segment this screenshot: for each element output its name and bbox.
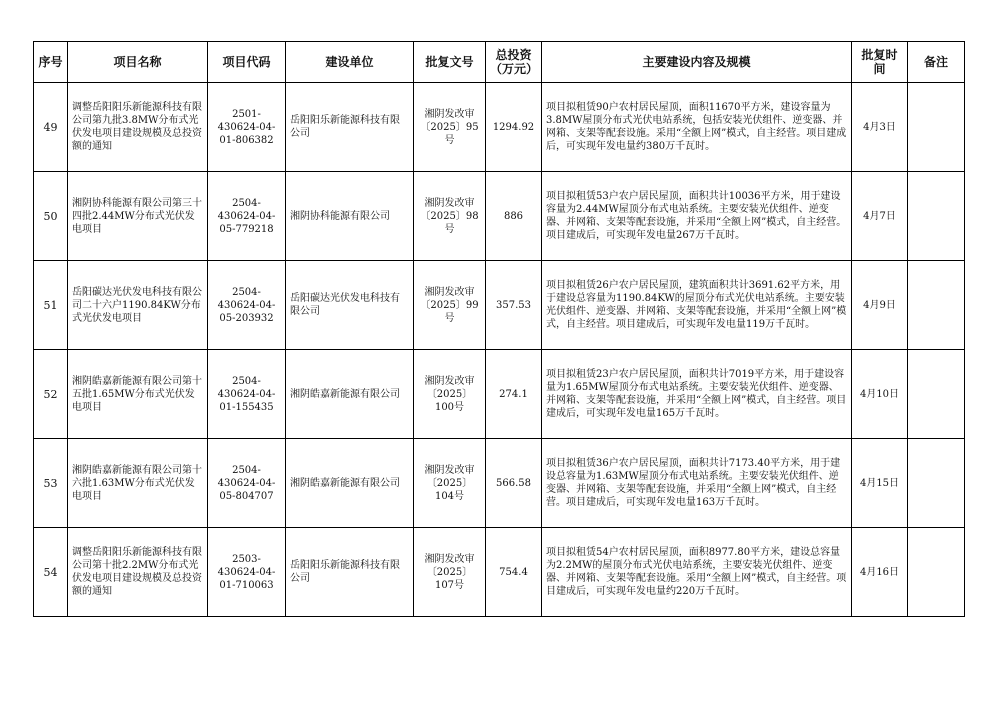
cell-construction-unit: 岳阳阳乐新能源科技有限公司 [286, 83, 414, 172]
cell-main-content: 项目拟租赁36户农户居民屋顶，面积共计7173.40平方米，用于建设总容量为1.63MW屋顶分布式电站系统。主要安装光伏组件、逆变器、并网箱、支架等配套设施，并采用“全额上网”模式，自主经营。项目建成后，可实现年发电量163万千瓦时。 [542, 439, 852, 528]
header-note: 备注 [908, 42, 965, 83]
cell-main-content: 项目拟租赁54户农村居民屋顶，面积8977.80平方米，建设总容量为2.2MW的屋顶分布式光伏电站系统，主要安装光伏组件、逆变器、并网箱、支架等配套设施。采用“全额上网”模式，自主经营。项目建成后，可实现年发电量约220万千瓦时。 [542, 528, 852, 617]
cell-total-investment: 754.4 [486, 528, 542, 617]
cell-total-investment: 274.1 [486, 350, 542, 439]
cell-approval-date: 4月15日 [852, 439, 908, 528]
cell-construction-unit: 岳阳碳达光伏发电科技有限公司 [286, 261, 414, 350]
cell-project-name: 湘阴皓嘉新能源有限公司第十六批1.63MW分布式光伏发电项目 [68, 439, 208, 528]
cell-project-name: 湘阴皓嘉新能源有限公司第十五批1.65MW分布式光伏发电项目 [68, 350, 208, 439]
project-approval-table [33, 41, 965, 617]
table-row [34, 350, 965, 439]
cell-project-name: 岳阳碳达光伏发电科技有限公司二十六户1190.84KW分布式光伏发电项目 [68, 261, 208, 350]
cell-construction-unit: 湘阴皓嘉新能源有限公司 [286, 350, 414, 439]
cell-project-name: 湘阴协科能源有限公司第三十四批2.44MW分布式光伏发电项目 [68, 172, 208, 261]
cell-main-content: 项目拟租赁90户农村居民屋顶，面积11670平方米，建设容量为3.8MW屋顶分布式光伏电站系统，包括安装光伏组件、逆变器、并网箱、支架等配套设施。采用“全额上网”模式，自主经营。项目建成后，可实现年发电量约380万千瓦时。 [542, 83, 852, 172]
cell-construction-unit: 湘阴协科能源有限公司 [286, 172, 414, 261]
header-main-content: 主要建设内容及规模 [542, 42, 852, 83]
cell-note [908, 172, 965, 261]
cell-approval-doc: 湘阴发改审〔2025〕95号 [414, 83, 486, 172]
cell-note [908, 528, 965, 617]
cell-approval-doc: 湘阴发改审〔2025〕107号 [414, 528, 486, 617]
cell-note [908, 439, 965, 528]
cell-approval-date: 4月9日 [852, 261, 908, 350]
cell-project-code: 2504-430624-04-05-779218 [208, 172, 286, 261]
cell-seq: 51 [34, 261, 68, 350]
cell-approval-doc: 湘阴发改审〔2025〕99号 [414, 261, 486, 350]
header-approval-doc: 批复文号 [414, 42, 486, 83]
cell-total-investment: 357.53 [486, 261, 542, 350]
cell-seq: 49 [34, 83, 68, 172]
cell-project-name: 调整岳阳阳乐新能源科技有限公司第九批3.8MW分布式光伏发电项目建设规模及总投资额的通知 [68, 83, 208, 172]
cell-total-investment: 566.58 [486, 439, 542, 528]
table-body [34, 83, 965, 617]
cell-seq: 52 [34, 350, 68, 439]
header-total-investment: 总投资（万元） [486, 42, 542, 83]
cell-note [908, 350, 965, 439]
cell-approval-date: 4月3日 [852, 83, 908, 172]
cell-project-name: 调整岳阳阳乐新能源科技有限公司第十批2.2MW分布式光伏发电项目建设规模及总投资额的通知 [68, 528, 208, 617]
table-row [34, 528, 965, 617]
header-seq: 序号 [34, 42, 68, 83]
cell-seq: 53 [34, 439, 68, 528]
header-row [34, 42, 965, 83]
cell-seq: 54 [34, 528, 68, 617]
cell-project-code: 2504-430624-04-05-804707 [208, 439, 286, 528]
cell-approval-doc: 湘阴发改审〔2025〕104号 [414, 439, 486, 528]
cell-approval-doc: 湘阴发改审〔2025〕100号 [414, 350, 486, 439]
cell-construction-unit: 岳阳阳乐新能源科技有限公司 [286, 528, 414, 617]
cell-project-code: 2504-430624-04-05-203932 [208, 261, 286, 350]
cell-note [908, 83, 965, 172]
table-header [34, 42, 965, 83]
cell-approval-doc: 湘阴发改审〔2025〕98号 [414, 172, 486, 261]
header-project-code: 项目代码 [208, 42, 286, 83]
header-project-name: 项目名称 [68, 42, 208, 83]
cell-seq: 50 [34, 172, 68, 261]
cell-approval-date: 4月10日 [852, 350, 908, 439]
header-approval-date: 批复时间 [852, 42, 908, 83]
table-row [34, 172, 965, 261]
cell-main-content: 项目拟租赁23户农户居民屋顶，面积共计7019平方米，用于建设容量为1.65MW屋顶分布式电站系统。主要安装光伏组件、逆变器、并网箱、支架等配套设施，并采用“全额上网”模式，自主经营。项目建成后，可实现年发电量165万千瓦时。 [542, 350, 852, 439]
cell-construction-unit: 湘阴皓嘉新能源有限公司 [286, 439, 414, 528]
table-row [34, 439, 965, 528]
cell-main-content: 项目拟租赁53户农户居民屋顶，面积共计10036平方米，用于建设容量为2.44MW屋顶分布式电站系统。主要安装光伏组件、逆变器、并网箱、支架等配套设施，并采用“全额上网”模式，自主经营。项目建成后，可实现年发电量267万千瓦时。 [542, 172, 852, 261]
cell-project-code: 2504-430624-04-01-155435 [208, 350, 286, 439]
cell-main-content: 项目拟租赁26户农户居民屋顶，建筑面积共计3691.62平方米，用于建设总容量为1190.84KW的屋顶分布式光伏电站系统。主要安装光伏组件、逆变器、并网箱、支架等配套设施，并采用“全额上网”模式，自主经营。项目建成后，可实现年发电量119万千瓦时。 [542, 261, 852, 350]
cell-total-investment: 1294.92 [486, 83, 542, 172]
table-row [34, 261, 965, 350]
cell-total-investment: 886 [486, 172, 542, 261]
table-row [34, 83, 965, 172]
cell-project-code: 2501-430624-04-01-806382 [208, 83, 286, 172]
cell-project-code: 2503-430624-04-01-710063 [208, 528, 286, 617]
cell-approval-date: 4月7日 [852, 172, 908, 261]
cell-approval-date: 4月16日 [852, 528, 908, 617]
header-construction-unit: 建设单位 [286, 42, 414, 83]
cell-note [908, 261, 965, 350]
